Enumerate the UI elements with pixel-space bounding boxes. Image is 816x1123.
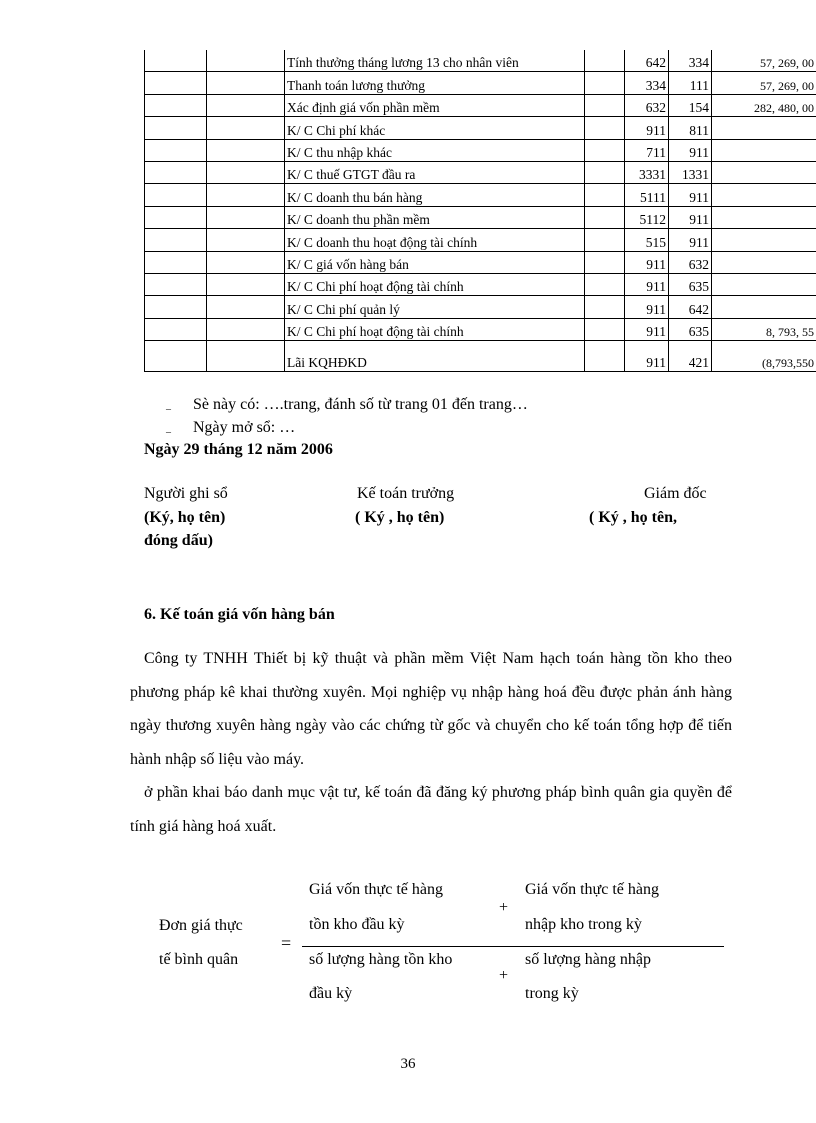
ledger-cell-empty: [207, 318, 285, 340]
ledger-cell-amount: 282, 480, 00: [712, 94, 816, 116]
ledger-cell-credit: 811: [669, 117, 712, 139]
note-open-date: Ngày mở sổ: …: [193, 419, 296, 436]
ledger-row: [145, 206, 816, 228]
ledger-cell-description: K/ C giá vốn hàng bán: [285, 251, 585, 273]
ledger-cell-empty: [145, 117, 207, 139]
ledger-cell-empty: [207, 229, 285, 251]
fraction-line: [302, 946, 724, 947]
ledger-cell-credit: 635: [669, 273, 712, 295]
ledger-cell-empty: [145, 251, 207, 273]
ledger-cell-empty: [145, 318, 207, 340]
ledger-cell-credit: 421: [669, 341, 712, 372]
ledger-cell-amount: [712, 184, 816, 206]
ledger-row: [145, 72, 816, 94]
ledger-cell-empty: [145, 72, 207, 94]
ledger-row: [145, 229, 816, 251]
ledger-cell-amount: [712, 273, 816, 295]
ledger-cell-empty: [207, 94, 285, 116]
ledger-cell-credit: 911: [669, 184, 712, 206]
ledger-row: [145, 161, 816, 183]
ledger-cell-credit: 911: [669, 229, 712, 251]
ledger-cell-empty: [207, 117, 285, 139]
signature-chief-accountant: Kế toán trưởng: [357, 485, 455, 502]
paragraph-2: ở phần khai báo danh mục vật tư, kế toán đã đăng ký phương pháp bình quân gia quyền để tính giá hàng hoá xuất.: [130, 784, 732, 835]
ledger-cell-description: K/ C doanh thu phần mềm: [285, 206, 585, 228]
ledger-cell-debit: 911: [625, 117, 669, 139]
ledger-cell-amount: [712, 139, 816, 161]
ledger-table: [144, 50, 816, 372]
ledger-cell-empty: [585, 273, 625, 295]
ledger-cell-empty: [207, 50, 285, 72]
ledger-cell-empty: [207, 139, 285, 161]
ledger-cell-empty: [585, 206, 625, 228]
bullet-marker: –: [166, 427, 171, 438]
formula-lhs-line2: tế bình quân: [159, 951, 239, 968]
ledger-cell-empty: [145, 296, 207, 318]
ledger-cell-empty: [207, 206, 285, 228]
formula-numerator-a-line1: Giá vốn thực tế hàng: [309, 881, 443, 898]
ledger-cell-empty: [585, 139, 625, 161]
ledger-cell-description: Tính thưởng tháng lương 13 cho nhân viên: [285, 50, 585, 72]
ledger-cell-empty: [207, 184, 285, 206]
ledger-cell-debit: 911: [625, 296, 669, 318]
ledger-row: [145, 50, 816, 72]
ledger-row: [145, 273, 816, 295]
ledger-cell-description: Thanh toán lương thưởng: [285, 72, 585, 94]
ledger-row: [145, 94, 816, 116]
ledger-cell-description: K/ C Chi phí hoạt động tài chính: [285, 318, 585, 340]
formula-denominator-a-line1: số lượng hàng tồn kho: [309, 951, 453, 968]
ledger-cell-amount: (8,793,550: [712, 341, 816, 372]
ledger-cell-amount: [712, 161, 816, 183]
ledger-cell-empty: [585, 318, 625, 340]
ledger-row: [145, 251, 816, 273]
ledger-cell-empty: [585, 296, 625, 318]
ledger-cell-empty: [207, 251, 285, 273]
ledger-cell-empty: [145, 341, 207, 372]
ledger-cell-credit: 911: [669, 139, 712, 161]
ledger-cell-empty: [145, 50, 207, 72]
formula-denominator-a-line2: đầu kỳ: [309, 985, 353, 1002]
ledger-cell-empty: [207, 161, 285, 183]
ledger-cell-debit: 911: [625, 318, 669, 340]
paragraph-1: Công ty TNHH Thiết bị kỹ thuật và phần mềm Việt Nam hạch toán hàng tồn kho theo phương pháp kê khai thường xuyên. Mọi nghiệp vụ nhập hàng hoá đều được phản ánh hàng ngày thương xuyên hàng ngày vào các chứng từ gốc và chuyển cho kế toán tổng hợp để tiến hành nhập số liệu vào máy.: [130, 650, 732, 768]
ledger-cell-empty: [585, 50, 625, 72]
ledger-row: [145, 296, 816, 318]
ledger-row: [145, 117, 816, 139]
ledger-cell-amount: [712, 296, 816, 318]
ledger-row: [145, 318, 816, 340]
ledger-cell-debit: 711: [625, 139, 669, 161]
ledger-cell-empty: [585, 184, 625, 206]
ledger-cell-empty: [145, 161, 207, 183]
ledger-cell-debit: 642: [625, 50, 669, 72]
ledger-cell-empty: [145, 229, 207, 251]
ledger-cell-description: K/ C doanh thu hoạt động tài chính: [285, 229, 585, 251]
ledger-cell-debit: 911: [625, 251, 669, 273]
ledger-cell-description: Lãi KQHĐKD: [285, 341, 585, 372]
ledger-cell-empty: [145, 206, 207, 228]
ledger-cell-amount: 57, 269, 00: [712, 72, 816, 94]
ledger-cell-empty: [145, 94, 207, 116]
ledger-cell-empty: [145, 273, 207, 295]
ledger-cell-credit: 1331: [669, 161, 712, 183]
ledger-cell-debit: 334: [625, 72, 669, 94]
ledger-row: [145, 184, 816, 206]
note-pages: Sè này có: ….trang, đánh số từ trang 01 đến trang…: [193, 396, 528, 413]
ledger-cell-debit: 911: [625, 341, 669, 372]
ledger-cell-amount: [712, 117, 816, 139]
ledger-cell-debit: 3331: [625, 161, 669, 183]
signature-director: Giám đốc: [644, 485, 707, 502]
ledger-cell-debit: 515: [625, 229, 669, 251]
signature-chief-sub: ( Ký , họ tên): [355, 509, 445, 526]
ledger-cell-credit: 911: [669, 206, 712, 228]
formula-numerator-b-line2: nhập kho trong kỳ: [525, 916, 642, 933]
ledger-cell-credit: 632: [669, 251, 712, 273]
section-body: [130, 642, 732, 843]
ledger-cell-description: K/ C thu nhập khác: [285, 139, 585, 161]
ledger-cell-debit: 5112: [625, 206, 669, 228]
ledger-cell-empty: [207, 296, 285, 318]
signature-director-sub: ( Ký , họ tên,: [589, 509, 677, 526]
ledger-cell-amount: [712, 206, 816, 228]
ledger-cell-empty: [145, 184, 207, 206]
ledger-cell-amount: [712, 229, 816, 251]
ledger-cell-description: K/ C doanh thu bán hàng: [285, 184, 585, 206]
ledger-cell-amount: [712, 251, 816, 273]
signature-recorder-sub: (Ký, họ tên): [144, 509, 226, 526]
formula-numerator-a-line2: tồn kho đầu kỳ: [309, 916, 405, 933]
formula-numerator-plus: +: [499, 899, 509, 916]
ledger-cell-debit: 911: [625, 273, 669, 295]
section-heading: 6. Kế toán giá vốn hàng bán: [144, 606, 335, 623]
ledger-cell-empty: [585, 341, 625, 372]
formula-equals: =: [281, 933, 292, 953]
bullet-marker: –: [166, 404, 171, 415]
formula-denominator-plus: +: [499, 967, 509, 984]
ledger-cell-empty: [207, 341, 285, 372]
ledger-cell-empty: [585, 117, 625, 139]
ledger-cell-description: K/ C thuế GTGT đầu ra: [285, 161, 585, 183]
ledger-cell-description: K/ C Chi phí khác: [285, 117, 585, 139]
ledger-cell-empty: [585, 72, 625, 94]
ledger-cell-empty: [207, 72, 285, 94]
ledger-cell-credit: 111: [669, 72, 712, 94]
page-number: 36: [400, 1056, 416, 1072]
ledger-cell-credit: 642: [669, 296, 712, 318]
signature-recorder-sub2: đóng dấu): [144, 532, 213, 549]
signature-recorder: Người ghi sổ: [144, 485, 228, 502]
ledger-cell-empty: [585, 251, 625, 273]
formula-denominator-b-line2: trong kỳ: [525, 985, 579, 1002]
ledger-cell-empty: [585, 229, 625, 251]
ledger-cell-debit: 632: [625, 94, 669, 116]
ledger-cell-empty: [585, 161, 625, 183]
ledger-cell-credit: 635: [669, 318, 712, 340]
ledger-row: [145, 139, 816, 161]
ledger-cell-amount: 57, 269, 00: [712, 50, 816, 72]
ledger-cell-empty: [207, 273, 285, 295]
ledger-cell-description: K/ C Chi phí quản lý: [285, 296, 585, 318]
ledger-cell-empty: [145, 139, 207, 161]
ledger-cell-amount: 8, 793, 55: [712, 318, 816, 340]
formula-numerator-b-line1: Giá vốn thực tế hàng: [525, 881, 659, 898]
date-line: Ngày 29 tháng 12 năm 2006: [144, 441, 333, 458]
ledger-cell-credit: 154: [669, 94, 712, 116]
ledger-cell-description: K/ C Chi phí hoạt động tài chính: [285, 273, 585, 295]
ledger-cell-empty: [585, 94, 625, 116]
ledger-cell-credit: 334: [669, 50, 712, 72]
ledger-row: [145, 341, 816, 372]
formula-denominator-b-line1: số lượng hàng nhập: [525, 951, 652, 968]
ledger-body: [145, 50, 816, 372]
ledger-cell-description: Xác định giá vốn phần mềm: [285, 94, 585, 116]
formula-lhs-line1: Đơn giá thực: [159, 917, 243, 934]
ledger-cell-debit: 5111: [625, 184, 669, 206]
